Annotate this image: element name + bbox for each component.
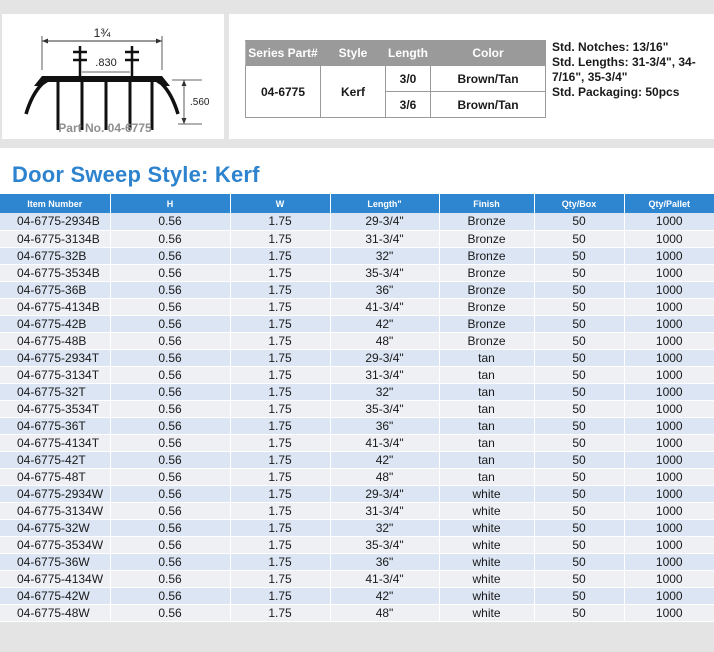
h-cell: 0.56 — [110, 213, 230, 230]
length-cell: 41-3/4" — [330, 298, 439, 315]
std-notches: Std. Notches: 13/16" — [552, 40, 669, 54]
finish-cell: white — [439, 570, 534, 587]
qty-pallet-cell: 1000 — [624, 417, 714, 434]
length-cell: 32" — [330, 519, 439, 536]
length-cell: 35-3/4" — [330, 264, 439, 281]
series-table — [245, 40, 546, 118]
part-number-caption: Part No. 04-6775 — [58, 121, 152, 135]
h-cell: 0.56 — [110, 230, 230, 247]
items-table-body — [0, 213, 714, 621]
finish-cell: tan — [439, 349, 534, 366]
series-style-cell: Kerf — [321, 66, 386, 118]
qty-box-cell: 50 — [534, 383, 624, 400]
finish-cell: white — [439, 587, 534, 604]
length-cell: 31-3/4" — [330, 230, 439, 247]
length-cell: 48" — [330, 468, 439, 485]
item-number-cell: 04-6775-3134B — [0, 230, 110, 247]
length-cell: 32" — [330, 247, 439, 264]
finish-cell: Bronze — [439, 213, 534, 230]
item-number-cell: 04-6775-32T — [0, 383, 110, 400]
std-lengths: Std. Lengths: 31-3/4", 34-7/16", 35-3/4" — [552, 55, 696, 84]
qty-pallet-cell: 1000 — [624, 366, 714, 383]
w-cell: 1.75 — [230, 264, 330, 281]
w-cell: 1.75 — [230, 485, 330, 502]
w-cell: 1.75 — [230, 281, 330, 298]
h-cell: 0.56 — [110, 247, 230, 264]
dim-height-label: .560 — [190, 97, 210, 108]
finish-cell: Bronze — [439, 247, 534, 264]
fin-right — [125, 46, 139, 76]
h-cell: 0.56 — [110, 468, 230, 485]
finish-cell: Bronze — [439, 264, 534, 281]
qty-box-cell: 50 — [534, 230, 624, 247]
qty-box-cell: 50 — [534, 264, 624, 281]
length-cell: 32" — [330, 383, 439, 400]
h-cell: 0.56 — [110, 519, 230, 536]
length-cell: 48" — [330, 332, 439, 349]
qty-box-cell: 50 — [534, 553, 624, 570]
qty-pallet-cell: 1000 — [624, 400, 714, 417]
table-row — [0, 519, 714, 536]
qty-box-cell: 50 — [534, 519, 624, 536]
series-header-length: Length — [386, 41, 431, 66]
series-info-panel — [229, 14, 714, 139]
qty-pallet-cell: 1000 — [624, 553, 714, 570]
table-row — [0, 315, 714, 332]
item-number-cell: 04-6775-36W — [0, 553, 110, 570]
table-row — [0, 400, 714, 417]
w-cell: 1.75 — [230, 349, 330, 366]
qty-pallet-cell: 1000 — [624, 332, 714, 349]
finish-cell: white — [439, 502, 534, 519]
item-number-cell: 04-6775-3134W — [0, 502, 110, 519]
h-cell: 0.56 — [110, 553, 230, 570]
items-table-wrap — [0, 194, 714, 622]
qty-pallet-cell: 1000 — [624, 502, 714, 519]
w-cell: 1.75 — [230, 247, 330, 264]
series-table-header — [246, 41, 546, 66]
finish-cell: tan — [439, 383, 534, 400]
length-cell: 35-3/4" — [330, 536, 439, 553]
h-cell: 0.56 — [110, 502, 230, 519]
series-color-cell: Brown/Tan — [431, 92, 546, 118]
qty-pallet-cell: 1000 — [624, 247, 714, 264]
table-row — [0, 570, 714, 587]
length-cell: 41-3/4" — [330, 570, 439, 587]
w-cell: 1.75 — [230, 332, 330, 349]
leg-outer-right — [162, 84, 178, 114]
item-number-cell: 04-6775-48B — [0, 332, 110, 349]
series-header-color: Color — [431, 41, 546, 66]
item-number-cell: 04-6775-2934B — [0, 213, 110, 230]
qty-box-cell: 50 — [534, 451, 624, 468]
table-row — [0, 468, 714, 485]
finish-cell: white — [439, 553, 534, 570]
table-row — [0, 485, 714, 502]
qty-pallet-cell: 1000 — [624, 315, 714, 332]
length-cell: 29-3/4" — [330, 213, 439, 230]
h-cell: 0.56 — [110, 451, 230, 468]
h-cell: 0.56 — [110, 383, 230, 400]
table-row — [0, 383, 714, 400]
w-cell: 1.75 — [230, 604, 330, 621]
h-cell: 0.56 — [110, 281, 230, 298]
header-item-number: Item Number — [0, 194, 110, 213]
series-length-cell: 3/0 — [386, 66, 431, 92]
w-cell: 1.75 — [230, 570, 330, 587]
qty-pallet-cell: 1000 — [624, 604, 714, 621]
dim-width-label: 1¾ — [93, 26, 111, 40]
qty-pallet-cell: 1000 — [624, 434, 714, 451]
qty-box-cell: 50 — [534, 315, 624, 332]
h-cell: 0.56 — [110, 434, 230, 451]
header-w: W — [230, 194, 330, 213]
qty-pallet-cell: 1000 — [624, 485, 714, 502]
qty-pallet-cell: 1000 — [624, 587, 714, 604]
items-table — [0, 194, 714, 622]
finish-cell: white — [439, 604, 534, 621]
item-number-cell: 04-6775-32W — [0, 519, 110, 536]
w-cell: 1.75 — [230, 366, 330, 383]
h-cell: 0.56 — [110, 349, 230, 366]
w-cell: 1.75 — [230, 468, 330, 485]
series-length-cell: 3/6 — [386, 92, 431, 118]
table-row — [0, 281, 714, 298]
qty-box-cell: 50 — [534, 298, 624, 315]
table-row — [0, 587, 714, 604]
w-cell: 1.75 — [230, 553, 330, 570]
table-row — [0, 366, 714, 383]
header-qty-pallet: Qty/Pallet — [624, 194, 714, 213]
series-color-cell: Brown/Tan — [431, 66, 546, 92]
qty-pallet-cell: 1000 — [624, 298, 714, 315]
series-part-cell: 04-6775 — [246, 66, 321, 118]
std-packaging: Std. Packaging: 50pcs — [552, 85, 680, 99]
finish-cell: tan — [439, 468, 534, 485]
w-cell: 1.75 — [230, 383, 330, 400]
w-cell: 1.75 — [230, 400, 330, 417]
qty-box-cell: 50 — [534, 604, 624, 621]
length-cell: 41-3/4" — [330, 434, 439, 451]
leg-outer-left — [26, 84, 42, 114]
h-cell: 0.56 — [110, 366, 230, 383]
qty-box-cell: 50 — [534, 502, 624, 519]
qty-box-cell: 50 — [534, 417, 624, 434]
qty-pallet-cell: 1000 — [624, 230, 714, 247]
table-row — [0, 604, 714, 621]
h-cell: 0.56 — [110, 315, 230, 332]
item-number-cell: 04-6775-32B — [0, 247, 110, 264]
finish-cell: Bronze — [439, 315, 534, 332]
qty-box-cell: 50 — [534, 570, 624, 587]
table-row — [0, 417, 714, 434]
w-cell: 1.75 — [230, 417, 330, 434]
w-cell: 1.75 — [230, 451, 330, 468]
qty-box-cell: 50 — [534, 468, 624, 485]
series-header-part: Series Part# — [246, 41, 321, 66]
w-cell: 1.75 — [230, 298, 330, 315]
h-cell: 0.56 — [110, 417, 230, 434]
qty-pallet-cell: 1000 — [624, 349, 714, 366]
length-cell: 42" — [330, 451, 439, 468]
w-cell: 1.75 — [230, 434, 330, 451]
qty-pallet-cell: 1000 — [624, 451, 714, 468]
h-cell: 0.56 — [110, 536, 230, 553]
table-row — [0, 213, 714, 230]
items-table-header — [0, 194, 714, 213]
qty-pallet-cell: 1000 — [624, 519, 714, 536]
table-row — [0, 332, 714, 349]
w-cell: 1.75 — [230, 230, 330, 247]
item-number-cell: 04-6775-4134W — [0, 570, 110, 587]
item-number-cell: 04-6775-48W — [0, 604, 110, 621]
h-cell: 0.56 — [110, 604, 230, 621]
h-cell: 0.56 — [110, 264, 230, 281]
qty-box-cell: 50 — [534, 587, 624, 604]
table-row — [0, 264, 714, 281]
item-number-cell: 04-6775-2934W — [0, 485, 110, 502]
h-cell: 0.56 — [110, 400, 230, 417]
table-row — [0, 451, 714, 468]
item-number-cell: 04-6775-4134T — [0, 434, 110, 451]
qty-pallet-cell: 1000 — [624, 264, 714, 281]
qty-box-cell: 50 — [534, 281, 624, 298]
length-cell: 35-3/4" — [330, 400, 439, 417]
length-cell: 42" — [330, 587, 439, 604]
item-number-cell: 04-6775-36T — [0, 417, 110, 434]
h-cell: 0.56 — [110, 485, 230, 502]
finish-cell: white — [439, 485, 534, 502]
length-cell: 48" — [330, 604, 439, 621]
length-cell: 29-3/4" — [330, 349, 439, 366]
qty-box-cell: 50 — [534, 485, 624, 502]
length-cell: 36" — [330, 417, 439, 434]
w-cell: 1.75 — [230, 536, 330, 553]
finish-cell: tan — [439, 451, 534, 468]
qty-box-cell: 50 — [534, 536, 624, 553]
table-row — [0, 434, 714, 451]
length-cell: 42" — [330, 315, 439, 332]
qty-box-cell: 50 — [534, 247, 624, 264]
table-row — [0, 502, 714, 519]
qty-pallet-cell: 1000 — [624, 281, 714, 298]
item-number-cell: 04-6775-3534W — [0, 536, 110, 553]
header-qty-box: Qty/Box — [534, 194, 624, 213]
item-number-cell: 04-6775-3534T — [0, 400, 110, 417]
series-header-style: Style — [321, 41, 386, 66]
fin-left — [73, 46, 87, 76]
item-number-cell: 04-6775-42W — [0, 587, 110, 604]
dim-inner-label: .830 — [95, 57, 117, 69]
length-cell: 31-3/4" — [330, 502, 439, 519]
finish-cell: white — [439, 519, 534, 536]
header-finish: Finish — [439, 194, 534, 213]
finish-cell: tan — [439, 417, 534, 434]
qty-pallet-cell: 1000 — [624, 213, 714, 230]
finish-cell: Bronze — [439, 332, 534, 349]
qty-pallet-cell: 1000 — [624, 536, 714, 553]
w-cell: 1.75 — [230, 315, 330, 332]
profile-drawing-panel — [2, 14, 224, 139]
series-row — [246, 66, 546, 92]
title-band — [0, 148, 714, 194]
h-cell: 0.56 — [110, 587, 230, 604]
item-number-cell: 04-6775-3134T — [0, 366, 110, 383]
header-length: Length" — [330, 194, 439, 213]
qty-pallet-cell: 1000 — [624, 570, 714, 587]
qty-box-cell: 50 — [534, 400, 624, 417]
length-cell: 36" — [330, 553, 439, 570]
qty-box-cell: 50 — [534, 213, 624, 230]
h-cell: 0.56 — [110, 298, 230, 315]
item-number-cell: 04-6775-4134B — [0, 298, 110, 315]
length-cell: 29-3/4" — [330, 485, 439, 502]
finish-cell: tan — [439, 366, 534, 383]
table-row — [0, 536, 714, 553]
item-number-cell: 04-6775-48T — [0, 468, 110, 485]
qty-box-cell: 50 — [534, 434, 624, 451]
finish-cell: Bronze — [439, 230, 534, 247]
base-plate — [34, 76, 170, 86]
table-row — [0, 247, 714, 264]
qty-box-cell: 50 — [534, 349, 624, 366]
h-cell: 0.56 — [110, 332, 230, 349]
w-cell: 1.75 — [230, 502, 330, 519]
length-cell: 36" — [330, 281, 439, 298]
w-cell: 1.75 — [230, 587, 330, 604]
item-number-cell: 04-6775-42T — [0, 451, 110, 468]
item-number-cell: 04-6775-2934T — [0, 349, 110, 366]
length-cell: 31-3/4" — [330, 366, 439, 383]
w-cell: 1.75 — [230, 213, 330, 230]
table-row — [0, 298, 714, 315]
table-row — [0, 230, 714, 247]
qty-pallet-cell: 1000 — [624, 383, 714, 400]
item-number-cell: 04-6775-3534B — [0, 264, 110, 281]
qty-pallet-cell: 1000 — [624, 468, 714, 485]
page-title: Door Sweep Style: Kerf — [12, 162, 260, 187]
item-number-cell: 04-6775-42B — [0, 315, 110, 332]
h-cell: 0.56 — [110, 570, 230, 587]
standard-notes — [552, 40, 710, 100]
item-number-cell: 04-6775-36B — [0, 281, 110, 298]
table-row — [0, 553, 714, 570]
header-h: H — [110, 194, 230, 213]
finish-cell: tan — [439, 400, 534, 417]
qty-box-cell: 50 — [534, 332, 624, 349]
qty-box-cell: 50 — [534, 366, 624, 383]
finish-cell: tan — [439, 434, 534, 451]
finish-cell: white — [439, 536, 534, 553]
w-cell: 1.75 — [230, 519, 330, 536]
table-row — [0, 349, 714, 366]
finish-cell: Bronze — [439, 281, 534, 298]
finish-cell: Bronze — [439, 298, 534, 315]
